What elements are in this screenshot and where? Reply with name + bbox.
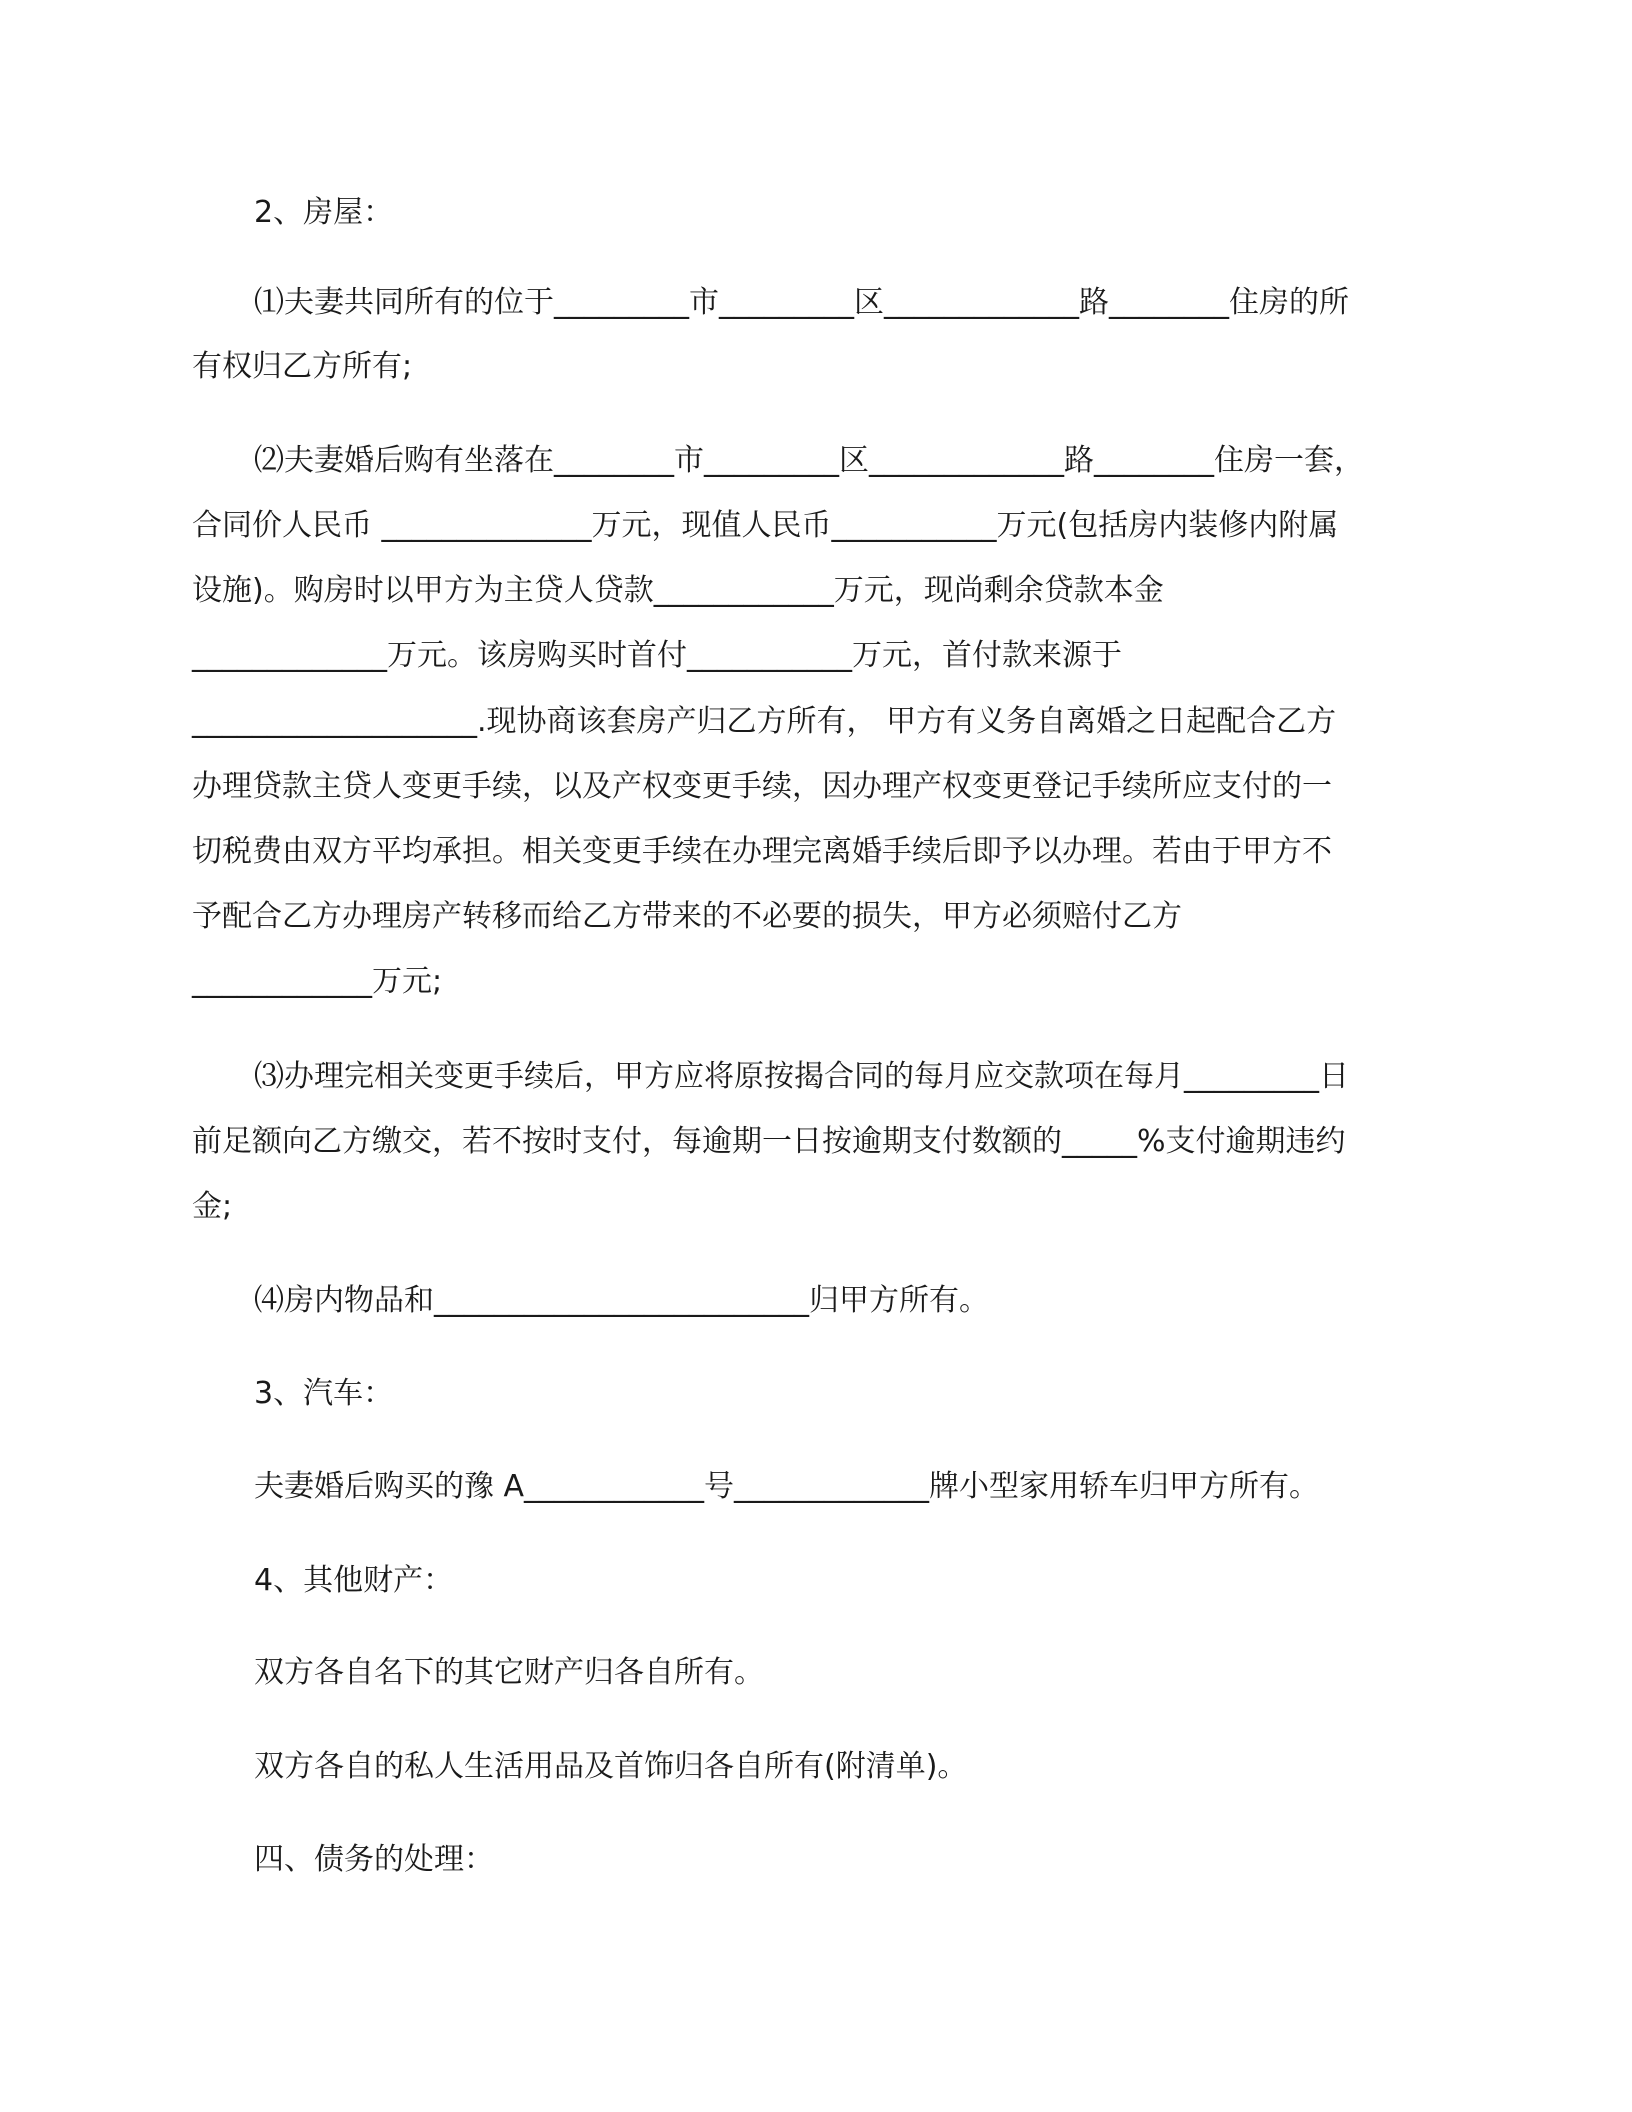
paragraph-line: ⑴夫妻共同所有的位于_________市_________区_____________路________住房的所 [254, 285, 1349, 320]
paragraph-line: ___________________.现协商该套房产归乙方所有， 甲方有义务自离婚之日起配合乙方 [192, 704, 1337, 739]
paragraph-line: ⑵夫妻婚后购有坐落在________市_________区_____________路________住房一套， [254, 443, 1364, 478]
section-heading-other-property: 4、其他财产： [254, 1563, 454, 1598]
paragraph-line: 夫妻婚后购买的豫 A____________号_____________牌小型家用轿车归甲方所有。 [254, 1469, 1320, 1504]
paragraph-line: 设施)。购房时以甲方为主贷人贷款____________万元，现尚剩余贷款本金 [192, 573, 1164, 608]
paragraph-line: 予配合乙方办理房产转移而给乙方带来的不必要的损失，甲方必须赔付乙方 [192, 899, 1182, 934]
paragraph-line: 双方各自的私人生活用品及首饰归各自所有(附清单)。 [254, 1749, 968, 1784]
paragraph-line: 切税费由双方平均承担。相关变更手续在办理完离婚手续后即予以办理。若由于甲方不 [192, 834, 1332, 869]
paragraph-line: 合同价人民币 ______________万元，现值人民币___________万元(包括房内装修内附属 [192, 508, 1339, 543]
paragraph-line: ⑶办理完相关变更手续后，甲方应将原按揭合同的每月应交款项在每月_________日 [254, 1059, 1349, 1094]
paragraph-line: ⑷房内物品和_________________________归甲方所有。 [254, 1283, 989, 1318]
paragraph-line: ____________万元; [192, 964, 443, 999]
paragraph-line: 前足额向乙方缴交，若不按时支付，每逾期一日按逾期支付数额的_____%支付逾期违约 [192, 1124, 1346, 1159]
paragraph-line: 办理贷款主贷人变更手续，以及产权变更手续，因办理产权变更登记手续所应支付的一 [192, 769, 1332, 804]
paragraph-line: 有权归乙方所有; [192, 349, 413, 384]
paragraph-line: 双方各自名下的其它财产归各自所有。 [254, 1655, 764, 1690]
paragraph-line: _____________万元。该房购买时首付___________万元，首付款来源于 [192, 638, 1122, 673]
section-heading-debts: 四、债务的处理： [254, 1842, 494, 1877]
section-heading-housing: 2、房屋： [254, 195, 394, 230]
paragraph-line: 金; [192, 1189, 233, 1224]
section-heading-car: 3、汽车： [254, 1376, 394, 1411]
